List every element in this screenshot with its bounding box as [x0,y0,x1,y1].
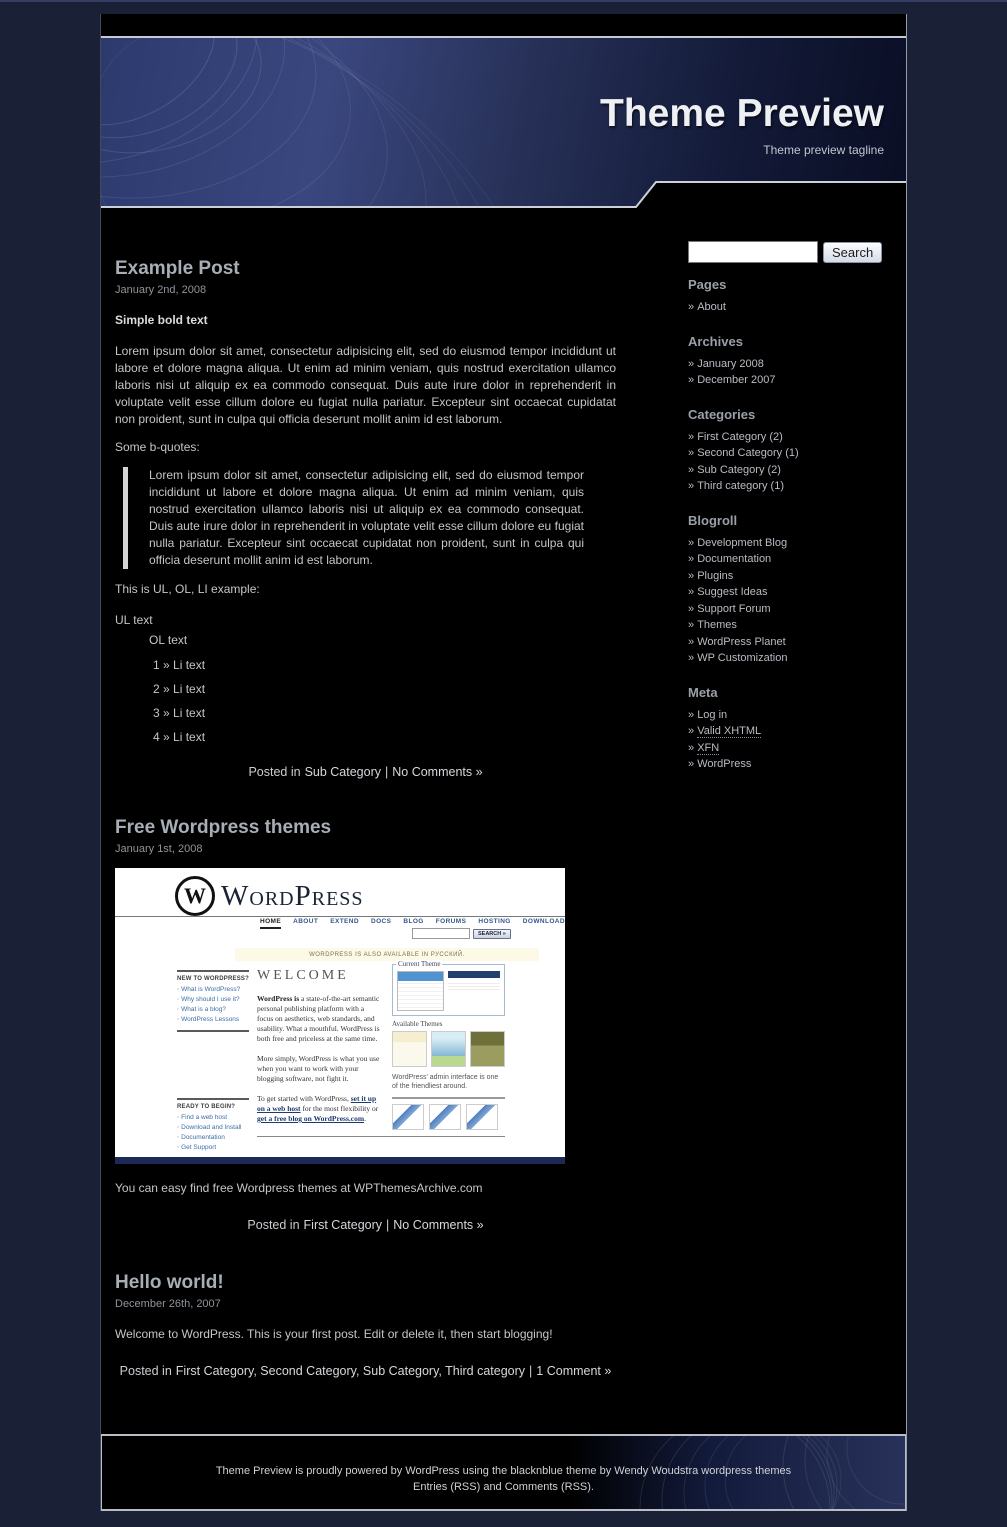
post-hello-world [115,1272,620,1378]
blockquote-intro: Some b-quotes: [115,440,200,454]
sidebar-item-valid-xhtml[interactable]: » Valid XHTML [688,725,886,737]
sidebar-item-blogroll[interactable]: » Plugins [688,570,886,582]
theme-thumbnail [470,1031,505,1067]
screenshot-link: ◦ Download and Install [177,1123,249,1133]
screenshot-welcome-p3: To get started with WordPress, set it up on a web host for the most flexibility or get a free blog on WordPress.com. [257,1094,379,1123]
screenshot-bottom-divider [257,1136,505,1137]
list-item: Li text [173,658,206,672]
comments-link[interactable]: No Comments » [393,1218,484,1232]
posted-label: Posted in [248,765,301,779]
ordered-list [153,659,620,743]
sidebar-section-title-pages: Pages [688,277,727,292]
post-date: December 26th, 2007 [115,1298,221,1310]
post-body: You can easy find free Wordpress themes at WPThemesArchive.com [115,1181,483,1195]
screenshot-caption: WordPress' admin interface is one of the friendliest around. [392,1074,499,1090]
card-thumbnail [466,1104,498,1130]
current-theme-label: Current Theme [398,960,441,968]
sidebar-item-category[interactable]: » Second Category (1) [688,447,886,459]
list-item: Li text [173,730,206,744]
sidebar-item-category[interactable]: » First Category (2) [688,431,886,443]
screenshot-link: ◦ WordPress Lessons [177,1015,249,1025]
posted-in-line [115,1364,616,1378]
sidebar-item-xfn[interactable]: » XFN [688,742,886,754]
posted-category-links[interactable]: First Category, Second Category, Sub Category, Third category [175,1364,526,1378]
screenshot-welcome-p1: WordPress is a state-of-the-art semantic personal publishing platform with a focus on aesthetics, web standards, and usability. What a mouthful. WordPress is both free and priceless at the same time. [257,994,380,1043]
posted-separator: | [386,1218,390,1232]
sidebar-list-blogroll [688,537,886,671]
blockquote-text: Lorem ipsum dolor sit amet, consectetur adipisicing elit, sed do eiusmod tempor incididunt ut labore et dolore magna aliqua. Ut enim ad minim veniam, quis nostrud exercitation ullamco laboris nisi ut aliquip ex ea commodo consequat. Duis aute irure dolor in reprehenderit in voluptate velit esse cillum dolore eu fugiat nulla pariatur. Excepteur sint occaecat cupidatat non proident, sunt in culpa qui officia deserunt mollit anim id est laborum. [149,468,584,567]
sidebar-list-categories [688,431,886,499]
comments-link[interactable]: No Comments » [392,765,483,779]
screenshot-nav-extend: EXTEND [330,918,359,925]
posted-separator: | [529,1364,533,1378]
screenshot-heading: NEW TO WORDPRESS? [177,970,249,985]
screenshot-divider [115,916,565,917]
posted-separator: | [385,765,389,779]
screenshot-theme-column [392,960,505,1130]
footer-credits-line[interactable]: Theme Preview is proudly powered by WordPress using the blacknblue theme by Wendy Woudstra wordpress themes [215,1465,792,1477]
card-thumbnail [392,1104,424,1130]
screenshot-nav-blog: BLOG [403,918,424,925]
post-title[interactable]: Free Wordpress themes [115,817,332,838]
sidebar-item-login[interactable]: » Log in [688,709,886,721]
sidebar-item-blogroll[interactable]: » Support Forum [688,603,886,615]
sidebar-list-meta [688,709,886,777]
sidebar-list-pages [688,301,886,320]
ol-label: OL text [149,633,188,647]
list-example-intro: This is UL, OL, LI example: [115,582,260,596]
post-title[interactable]: Example Post [115,258,240,279]
theme-name-bar [448,971,500,978]
screenshot-search [412,928,511,939]
site-tagline: Theme preview tagline [763,143,884,157]
screenshot-link: ◦ What is a blog? [177,1005,249,1015]
post-bold-text: Simple bold text [115,313,208,327]
screenshot-left-column-new [177,970,249,1032]
wordpress-logo [175,876,364,916]
current-theme-box [392,960,505,1016]
search-input[interactable] [688,241,818,263]
sidebar-item-wordpress[interactable]: » WordPress [688,758,886,770]
sidebar-list-archives [688,358,886,393]
screenshot-notice-bar: WORDPRESS IS ALSO AVAILABLE IN РУССКИЙ. [235,948,539,961]
screenshot-cards-row [392,1104,505,1130]
screenshot-heading: READY TO BEGIN? [177,1098,249,1113]
sidebar-item-category[interactable]: » Sub Category (2) [688,464,886,476]
sidebar-item-blogroll[interactable]: » WP Customization [688,652,886,664]
screenshot-link: ◦ Why should I use it? [177,995,249,1005]
site-footer [101,1434,906,1511]
sidebar-section-title-categories: Categories [688,406,756,422]
admin-thumbnail [397,971,444,1011]
post-date: January 1st, 2008 [115,843,203,855]
sidebar-item-archive[interactable]: » December 2007 [688,374,886,386]
screenshot-search-button: SEARCH » [473,929,511,939]
post-paragraph: Lorem ipsum dolor sit amet, consectetur adipisicing elit, sed do eiusmod tempor incididunt ut labore et dolore magna aliqua. Ut enim ad minim veniam, quis nostrud exercitation ullamco laboris nisi ut aliquip ex ea commodo consequat. Duis aute irure dolor in reprehenderit in voluptate velit esse cillum dolore eu fugiat nulla pariatur. Excepteur sint occaecat cupidatat non proident, sunt in culpa qui officia deserunt mollit anim id est laborum. [115,344,616,426]
theme-description-lines [448,981,500,990]
wordpress-site-screenshot [115,868,565,1164]
footer-feeds-line[interactable]: Entries (RSS) and Comments (RSS). [413,1481,594,1493]
screenshot-nav-forums: FORUMS [435,918,467,925]
sidebar-section-title-meta: Meta [688,684,718,700]
screenshot-welcome-column [257,968,381,1134]
available-themes-label: Available Themes [392,1020,443,1028]
posted-label: Posted in [119,1364,172,1378]
blockquote [123,467,584,569]
sidebar-item-blogroll[interactable]: » Themes [688,619,886,631]
site-title[interactable]: Theme Preview [600,92,884,135]
post-title[interactable]: Hello world! [115,1272,224,1293]
posted-in-line [115,1218,616,1232]
screenshot-link: ◦ Get Support [177,1143,249,1153]
top-accent-bar [101,14,906,38]
list-item: Li text [173,682,206,696]
screenshot-nav-docs: DOCS [370,918,392,925]
screenshot-link: ◦ What is WordPress? [177,985,249,995]
posted-category-link[interactable]: Sub Category [304,765,381,779]
screenshot-link: ◦ Documentation [177,1133,249,1143]
screenshot-divider [392,1097,505,1099]
header-notch-graphic [101,180,906,208]
content-area [101,208,906,1434]
sidebar-item-blogroll[interactable]: » Suggest Ideas [688,586,886,598]
screenshot-welcome-heading: WELCOME [257,968,349,983]
screenshot-welcome-p2: More simply, WordPress is what you use when you want to work with your blogging software, not fight it. [257,1054,380,1083]
screenshot-footer-bar [115,1157,565,1164]
sidebar-item-archive[interactable]: » January 2008 [688,358,886,370]
posted-in-line [115,765,616,779]
posted-category-link[interactable]: First Category [303,1218,383,1232]
site-title-block [600,92,884,157]
post-free-wordpress-themes [115,817,620,1232]
screenshot-nav-hosting: HOSTING [478,918,511,925]
site-container [100,14,907,1511]
sidebar-item-about[interactable]: » About [688,301,886,313]
list-item: Li text [173,706,206,720]
card-thumbnail [429,1104,461,1130]
wordpress-logo-icon: W [175,876,215,916]
post-example-post [115,258,620,779]
sidebar-item-blogroll[interactable]: » WordPress Planet [688,636,886,648]
sidebar-section-title-archives: Archives [688,333,743,349]
screenshot-nav-home: HOME [260,918,281,929]
wordpress-logo-text: WordPress [221,879,364,912]
ul-label: UL text [115,613,153,627]
sidebar-item-blogroll[interactable]: » Documentation [688,553,886,565]
screenshot-search-input [412,928,470,939]
post-date: January 2nd, 2008 [115,284,207,296]
screenshot-nav-download: DOWNLOAD [522,918,565,925]
search-button[interactable]: Search [823,242,882,263]
sidebar [684,208,906,1434]
theme-thumbnail [392,1031,427,1067]
screenshot-nav-about: ABOUT [293,918,319,925]
main-column [101,208,620,1434]
footer-text [102,1463,905,1495]
site-header [101,38,906,208]
sidebar-item-category[interactable]: » Third category (1) [688,480,886,492]
post-body: Welcome to WordPress. This is your first post. Edit or delete it, then start blogging! [115,1327,553,1341]
sidebar-section-title-blogroll: Blogroll [688,512,738,528]
screenshot-left-column-ready [177,1098,249,1160]
screenshot-link: ◦ Find a web host [177,1113,249,1123]
comments-link[interactable]: 1 Comment » [536,1364,612,1378]
available-themes-row [392,1031,505,1067]
search-form [688,241,886,263]
theme-thumbnail [431,1031,466,1067]
sidebar-item-blogroll[interactable]: » Development Blog [688,537,886,549]
posted-label: Posted in [247,1218,300,1232]
